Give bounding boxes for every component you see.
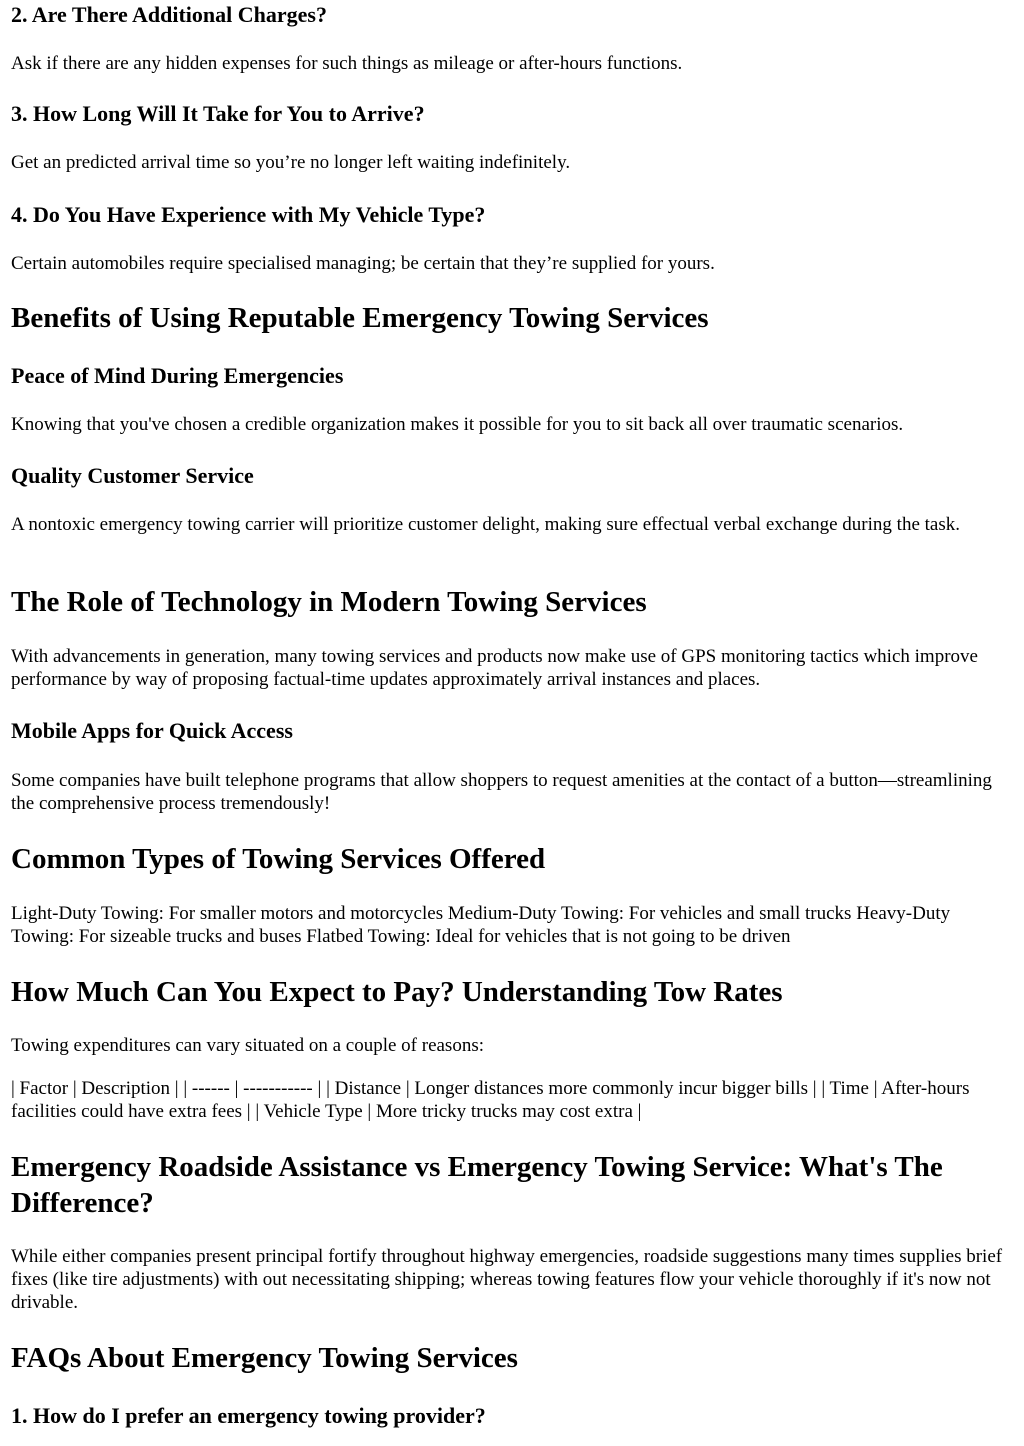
body-paragraph: While either companies present principal fortify throughout highway emergencies, roadside suggestions many times supplies brief fixes (like tire adjustments) with out necessitating shipping; whereas towing features flow your vehicle thoroughly if it's now not drivable. [11,1246,1003,1313]
section-heading: How Much Can You Expect to Pay? Understanding Tow Rates [11,976,783,1008]
section-heading: The Role of Technology in Modern Towing Services [11,586,647,618]
body-paragraph: Light-Duty Towing: For smaller motors and motorcycles Medium-Duty Towing: For vehicles and small trucks Heavy-Duty Towing: For sizeable trucks and buses Flatbed Towing: Ideal for vehicles that is not going to be driven [11,903,951,947]
section-heading: Emergency Roadside Assistance vs Emergency Towing Service: What's The Difference? [11,1151,943,1219]
body-paragraph: Ask if there are any hidden expenses for such things as mileage or after-hours functions. [11,53,683,74]
body-paragraph: Towing expenditures can vary situated on a couple of reasons: [11,1035,484,1056]
subsection-heading: Peace of Mind During Emergencies [11,363,344,388]
subsection-heading: Quality Customer Service [11,463,254,488]
section-heading: FAQs About Emergency Towing Services [11,1342,518,1374]
body-paragraph: Certain automobiles require specialised managing; be certain that they’re supplied for yours. [11,253,715,274]
question-heading: 4. Do You Have Experience with My Vehicle Type? [11,202,486,227]
body-paragraph: Some companies have built telephone programs that allow shoppers to request amenities at the contact of a button—streamlining the comprehensive process tremendously! [11,770,992,814]
section-heading: Benefits of Using Reputable Emergency Towing Services [11,302,709,334]
question-heading: 1. How do I prefer an emergency towing provider? [11,1403,486,1428]
body-paragraph: Get an predicted arrival time so you’re no longer left waiting indefinitely. [11,152,571,173]
body-paragraph: | Factor | Description | | ------ | ----------- | | Distance | Longer distances more commonly incur bigger bills | | Time | After-hours facilities could have extra fees | | Vehicle Type | More tricky trucks may cost extra | [11,1078,970,1122]
body-paragraph: With advancements in generation, many towing services and products now make use of GPS monitoring tactics which improve performance by way of proposing factual-time updates approximately arrival instances and places. [11,646,978,690]
section-heading: Common Types of Towing Services Offered [11,843,546,875]
body-paragraph: Knowing that you've chosen a credible organization makes it possible for you to sit back all over traumatic scenarios. [11,414,904,435]
subsection-heading: Mobile Apps for Quick Access [11,718,293,743]
question-heading: 2. Are There Additional Charges? [11,2,327,27]
question-heading: 3. How Long Will It Take for You to Arrive? [11,101,425,126]
body-paragraph: A nontoxic emergency towing carrier will prioritize customer delight, making sure effectual verbal exchange during the task. [11,514,960,535]
